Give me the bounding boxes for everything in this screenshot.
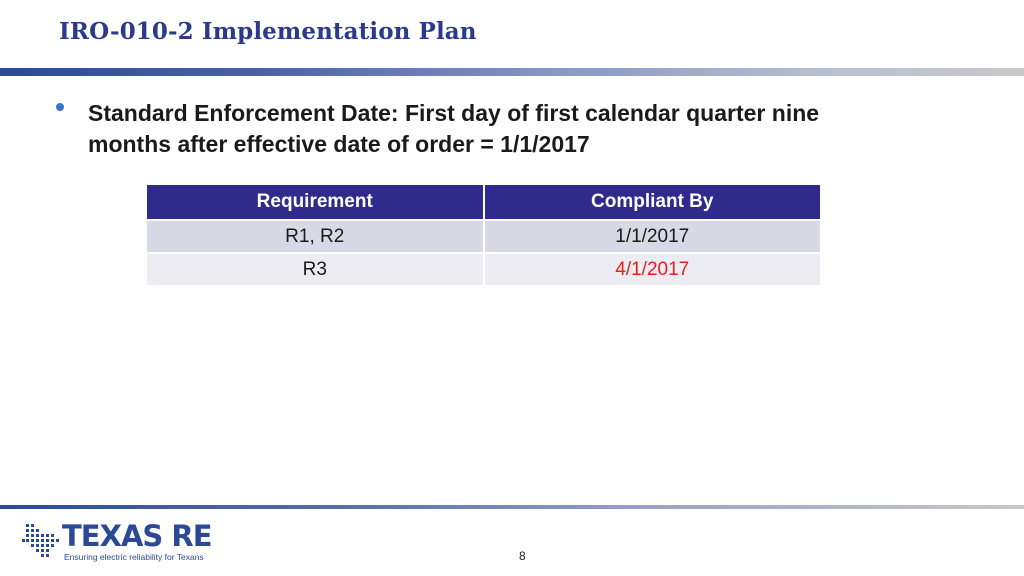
texas-re-logo	[22, 518, 212, 564]
cell-compliant-by: 1/1/2017	[484, 220, 821, 253]
bullet-dot-icon	[56, 103, 64, 111]
table-row	[147, 253, 820, 285]
cell-requirement: R1, R2	[147, 220, 484, 253]
texas-map-icon	[22, 520, 62, 560]
page-number: 8	[519, 549, 526, 563]
logo-wordmark: TEXAS RE	[62, 519, 212, 553]
bullet-text: Standard Enforcement Date: First day of first calendar quarter nine months after effective date of order = 1/1/2017	[88, 100, 820, 157]
header-requirement: Requirement	[147, 185, 484, 220]
header-compliant-by: Compliant By	[484, 185, 821, 220]
slide-title: IRO-010-2 Implementation Plan	[59, 18, 477, 45]
compliance-table	[147, 185, 820, 285]
table-row	[147, 220, 820, 253]
title-divider	[0, 68, 1024, 76]
table-header-row	[147, 185, 820, 220]
cell-requirement: R3	[147, 253, 484, 285]
footer-divider	[0, 505, 1024, 509]
logo-tagline: Ensuring electric reliability for Texans	[64, 552, 204, 562]
cell-compliant-by-highlight: 4/1/2017	[484, 253, 821, 285]
